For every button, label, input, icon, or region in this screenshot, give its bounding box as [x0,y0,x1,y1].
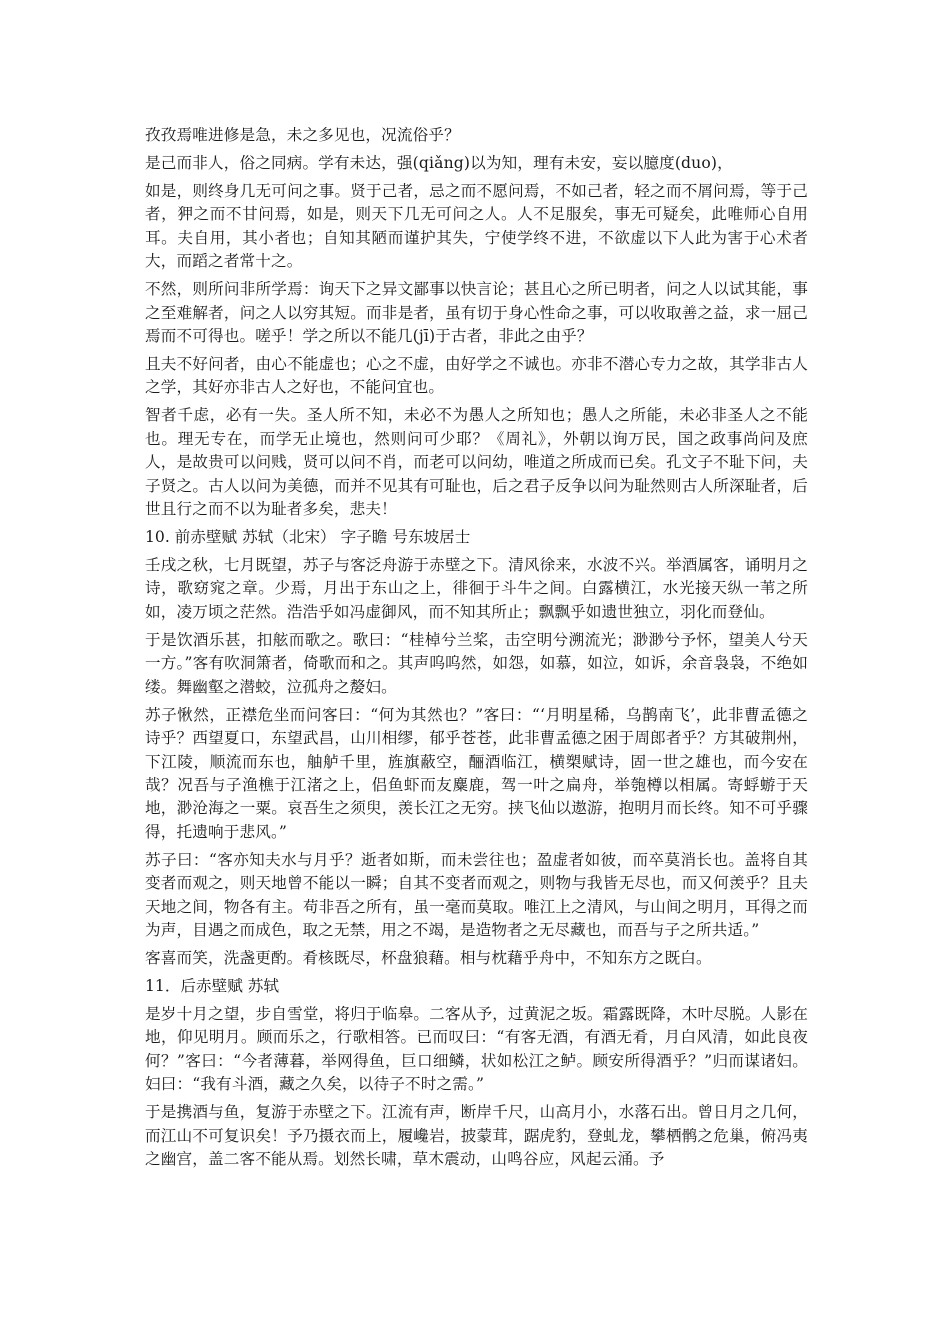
section-heading: 11．后赤壁赋 苏轼 [145,976,279,995]
document-page [145,124,808,1176]
paragraph: 智者千虑，必有一失。圣人所不知，未必不为愚人之所知也；愚人之所能，未必非圣人之不能也。理无专在，而学无止境也，然则问可少耶？《周礼》，外朝以询万民，国之政事尚问及庶人，是故贵可以问贱，贤可以问不肖，而老可以问幼，唯道之所成而已矣。孔文子不耻下问，夫子贤之。古人以问为美德，而并不见其有可耻也，后之君子反争以问为耻然则古人所深耻者，后世且行之而不以为耻者多矣，悲夫！ [145,406,808,519]
paragraph: 是岁十月之望，步自雪堂，将归于临皋。二客从予，过黄泥之坂。霜露既降，木叶尽脱。人影在地，仰见明月。顾而乐之，行歌相答。已而叹曰：“有客无酒，有酒无肴，月白风清，如此良夜何？”客曰：“今者薄暮，举网得鱼，巨口细鳞，状如松江之鲈。顾安所得酒乎？”归而谋诸妇。妇曰：“我有斗酒，藏之久矣，以待子不时之需。” [145,1004,808,1094]
paragraph: 苏子愀然，正襟危坐而问客曰：“何为其然也？”客曰：“‘月明星稀，乌鹊南飞’，此非曹孟德之诗乎？西望夏口，东望武昌，山川相缪，郁乎苍苍，此非曹孟德之困于周郎者乎？方其破荆州，下江陵，顺流而东也，舳舻千里，旌旗蔽空，酾酒临江，横槊赋诗，固一世之雄也，而今安在哉？况吾与子渔樵于江渚之上，侣鱼虾而友麋鹿，驾一叶之扁舟，举匏樽以相属。寄蜉蝣于天地，渺沧海之一粟。哀吾生之须臾，羡长江之无穷。挟飞仙以遨游，抱明月而长终。知不可乎骤得，托遗响于悲风。” [145,705,808,841]
paragraph: 且夫不好问者，由心不能虚也；心之不虚，由好学之不诚也。亦非不潜心专力之故，其学非古人之学，其好亦非古人之好也，不能问宜也。 [145,355,808,397]
paragraph: 苏子曰：“客亦知夫水与月乎？逝者如斯，而未尝往也；盈虚者如彼，而卒莫消长也。盖将自其变者而观之，则天地曾不能以一瞬；自其不变者而观之，则物与我皆无尽也，而又何羡乎？且夫天地之间，物各有主。苟非吾之所有，虽一毫而莫取。唯江上之清风，与山间之明月，耳得之而为声，目遇之而成色，取之无禁，用之不竭，是造物者之无尽藏也，而吾与子之所共适。” [145,850,808,939]
paragraph: 于是饮酒乐甚，扣舷而歌之。歌曰：“桂棹兮兰桨，击空明兮溯流光；渺渺兮予怀，望美人兮天一方。”客有吹洞箫者，倚歌而和之。其声呜呜然，如怨，如慕，如泣，如诉，余音袅袅，不绝如缕。舞幽壑之潜蛟，泣孤舟之嫠妇。 [145,630,808,696]
paragraph: 客喜而笑，洗盏更酌。肴核既尽，杯盘狼藉。相与枕藉乎舟中，不知东方之既白。 [145,948,712,967]
paragraph: 不然，则所问非所学焉：询天下之异文鄙事以快言论；甚且心之所已明者，问之人以试其能，事之至难解者，问之人以穷其短。而非是者，虽有切于身心性命之事，可以收取善之益，求一屈己焉而不可得也。嗟乎！学之所以不能几(jī)于古者，非此之由乎？ [145,280,808,346]
section-heading: 10. 前赤壁赋 苏轼（北宋） 字子瞻 号东坡居士 [145,528,471,547]
paragraph: 孜孜焉唯进修是急，未之多见也，况流俗乎？ [145,126,460,144]
paragraph: 是己而非人，俗之同病。学有未达，强(qiǎng)以为知，理有未安，妄以臆度(duo)， [145,154,733,172]
paragraph: 于是携酒与鱼，复游于赤壁之下。江流有声，断岸千尺，山高月小，水落石出。曾日月之几何，而江山不可复识矣！予乃摄衣而上，履巉岩，披蒙茸，踞虎豹，登虬龙，攀栖鹘之危巢，俯冯夷之幽宫，盖二客不能从焉。划然长啸，草木震动，山鸣谷应，风起云涌。予 [145,1103,808,1168]
paragraph: 如是，则终身几无可问之事。贤于己者，忌之而不愿问焉，不如己者，轻之而不屑问焉，等于己者，狎之而不甘问焉，如是，则天下几无可问之人。人不足服矣，事无可疑矣，此唯师心自用耳。夫自用，其小者也；自知其陋而谨护其失，宁使学终不进，不欲虚以下人此为害于心术者大，而蹈之者常十之。 [145,182,808,271]
paragraph: 壬戌之秋，七月既望，苏子与客泛舟游于赤壁之下。清风徐来，水波不兴。举酒属客，诵明月之诗，歌窈窕之章。少焉，月出于东山之上，徘徊于斗牛之间。白露横江，水光接天纵一苇之所如，凌万顷之茫然。浩浩乎如冯虚御风，而不知其所止；飘飘乎如遗世独立，羽化而登仙。 [145,556,808,621]
